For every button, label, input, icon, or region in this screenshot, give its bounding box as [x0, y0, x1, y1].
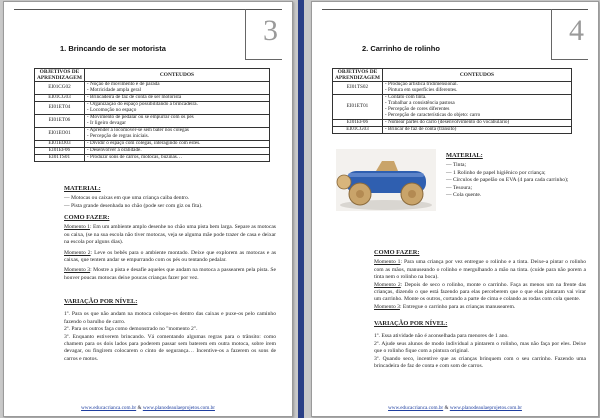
objective-code: EI01CG03 [333, 127, 383, 134]
content-line: - Dividir o espaço com colegas, interagindo com estes. [86, 140, 201, 147]
table-row [35, 128, 270, 141]
table-header-contents: CONTEUDOS [84, 69, 269, 82]
objective-code: EI01EF06 [35, 148, 85, 155]
variacao-item: 3º. Enquanto estiverem brincando. Vá comentando algumas regras para o trânsito: como chamem para os dois lados para poderem passar sem baterem em outra motoca, sobre irem devagar, ou fingirem colocarem o cinto de segurança… Incentive-os a fazerem os sons de carros e motos. [64, 333, 276, 362]
step-text: : Em um ambiente amplo desenhe no chão uma pista bem larga. Separe as motocas ou caixa, (se na sua escola não tiver motocas, veja se alguma mãe pode trazer de casa e deixar na escola por alguns dias). [64, 224, 276, 246]
content-line: - Contato com tinta. [384, 94, 427, 101]
toilet-roll-car-image [336, 149, 436, 211]
table-header-objectives: OBJETIVOS DE APRENDIZAGEM [35, 69, 85, 82]
material-item: — Tinta; [446, 162, 467, 169]
table-row [333, 82, 572, 95]
footer-link-educacrianca[interactable]: www.educacrianca.com.br [81, 405, 137, 411]
objective-code: EI01TS01 [35, 155, 85, 162]
como-fazer-heading: COMO FAZER: [374, 249, 420, 256]
content-line: - Produção artística tridimensional. [384, 81, 458, 88]
variacao-item: 2º. Ajude seus alunos de modo individual a pintarem o rolinho, mas não faça por eles. Deixe que o rolinho fique com a pintura original. [374, 340, 586, 355]
step-paragraph [64, 224, 276, 246]
objective-code: EI01CG02 [35, 82, 85, 95]
material-item: — Cola quente. [446, 191, 482, 198]
content-line: - Desenvolver a oralidade. [86, 147, 142, 154]
content-line: - Locomoção no espaço [86, 107, 137, 114]
step-label: Momento 1 [64, 224, 90, 231]
como-fazer-section [374, 249, 586, 311]
step-text: : Entregue o carrinho para as crianças manusearem. [399, 303, 516, 310]
content-line: - Aprender a locomover-se sem bater nos colegas [86, 127, 189, 134]
wheel-side [337, 175, 351, 189]
step-label: Momento 3 [374, 303, 400, 310]
variacao-item: 2º. Para os outros faça como demonstrado no "momento 2". [64, 326, 198, 333]
content-line: - Produzir sons de carros, motocas, buzinas… [86, 154, 183, 161]
content-line: - Noção de movimento e de parada [86, 81, 160, 88]
activity-title: 2. Carrinho de rolinho [362, 44, 440, 53]
step-paragraph [374, 259, 586, 281]
objective-code: EI01CG03 [35, 95, 85, 102]
content-cell [382, 82, 571, 95]
content-line: - Percepção de cores diferentes [384, 106, 450, 113]
page-number: 3 [263, 14, 278, 47]
material-item: — Pista grande desenhada no chão (pode ser com giz ou fita). [64, 202, 203, 209]
table-row [35, 102, 270, 115]
footer-ampersand: & [137, 405, 142, 411]
content-line: - Brincadeira de faz de conta de ser motorista [86, 94, 182, 101]
top-rule [14, 9, 282, 10]
table-row [35, 155, 270, 162]
table-body [35, 82, 270, 162]
material-item: — 1 Rolinho de papel higiênico por criança; [446, 169, 546, 176]
content-line: - Nomear partes do carro (desenvolvimento do vocabulário) [384, 119, 510, 126]
content-line: - Percepção de características do objeto: carro [384, 112, 481, 119]
material-section [446, 152, 588, 199]
page-footer [312, 405, 598, 411]
document-page-3 [3, 1, 293, 417]
activity-title: 1. Brincando de ser motorista [60, 44, 166, 53]
content-cell [382, 95, 571, 120]
content-line: - Pintura em superfícies diferentes. [384, 87, 458, 94]
content-line: - Ir ligeiro devagar [86, 120, 126, 127]
variacao-section [64, 298, 276, 363]
page-footer [4, 405, 292, 411]
wheel-hub [356, 190, 364, 198]
material-heading: MATERIAL: [64, 185, 101, 192]
objectives-table [332, 68, 572, 134]
objective-code: EI01ET06 [35, 115, 85, 128]
table-row [35, 82, 270, 95]
table-row [333, 127, 572, 134]
content-line: - Trabalhar a consistência pastosa [384, 100, 455, 107]
objective-code: EI01EO03 [35, 141, 85, 148]
step-text: : Depois de seco o rolinho, monte o carrinho. Faça as menos um na frente das crianças, dizendo o que está fazendo para elas perceberem que o que elas pintaram vai virar um carrinho. Monte os outros, cortando a parte de cima e colando as rodas com cola quente. [374, 281, 586, 303]
content-line: - Motricidade ampla geral [86, 87, 141, 94]
como-fazer-heading: COMO FAZER: [64, 214, 110, 221]
wheel-hub [408, 190, 416, 198]
content-cell [84, 128, 269, 141]
car-photo [336, 149, 436, 211]
objective-code: EI01EF06 [333, 120, 383, 127]
objective-code: EI01EO01 [35, 128, 85, 141]
variacao-section [374, 320, 586, 370]
material-item: — Motocas ou caixas em que uma criança caiba dentro. [64, 195, 190, 202]
como-fazer-section [64, 214, 276, 282]
material-item: — Tesoura; [446, 184, 473, 191]
content-cell [84, 102, 269, 115]
material-heading: MATERIAL: [446, 152, 483, 159]
footer-ampersand: & [444, 405, 449, 411]
step-paragraph [64, 250, 276, 265]
variacao-heading: VARIAÇÃO POR NÍVEL: [64, 298, 138, 305]
document-page-4 [311, 1, 599, 417]
variacao-item: 3º. Quando seco, incentive que as crianças brinquem com o seu carrinho. Fazendo uma brincadeira de faz de conta e com som de carros. [374, 355, 586, 369]
objective-code: EI01ET01 [333, 95, 383, 120]
page-divider [295, 0, 307, 418]
table-header-contents: CONTEUDOS [382, 69, 571, 82]
variacao-item: 1º. Essa atividade não é aconselhada para menores de 1 ano. [374, 333, 509, 340]
variacao-heading: VARIAÇÃO POR NÍVEL: [374, 320, 448, 327]
content-cell [382, 127, 571, 134]
table-body [333, 82, 572, 134]
footer-link-planodeaula[interactable]: www.planodeaulaeprojetos.com.br [142, 405, 215, 411]
step-label: Momento 3 [64, 267, 91, 274]
top-rule [322, 9, 588, 10]
content-cell [84, 155, 269, 162]
objectives-table [34, 68, 270, 162]
content-line: - Organização do espaço possibilitando a brincadeira. [86, 101, 198, 108]
table-header-objectives: OBJETIVOS DE APRENDIZAGEM [333, 69, 383, 82]
content-cell [84, 82, 269, 95]
variacao-item: 1º. Para os que não andam na motoca coloque-os dentro das caixas e puxe-os pelo caminho fazendo o barulho de carro. [64, 311, 276, 325]
step-paragraph [374, 304, 586, 311]
table-row [35, 115, 270, 128]
step-text: : Leve os bebês para o ambiente montado. Deixe que explorem as motocas e as caixas, que tentem andar se empurrando com os pés ou tentando pedalar. [64, 249, 276, 263]
footer-link-educacrianca[interactable]: www.educacrianca.com.br [388, 405, 444, 411]
step-text: : Para uma criança por vez entregue o rolinho e a tinta. Deixe-a pintar o rolinho com as mãos, manuseando o rolinho e mergulhando a mão na tinta. (cuide para não porem a tinta nem o rolinho na boca). [374, 259, 587, 281]
material-section [64, 185, 264, 210]
page-number: 4 [569, 14, 584, 47]
footer-link-planodeaula[interactable]: www.planodeaulaeprojetos.com.br [449, 405, 522, 411]
content-line: - Percepção de regras iniciais. [86, 133, 149, 140]
objective-code: EI01TS02 [333, 82, 383, 95]
objective-code: EI01ET04 [35, 102, 85, 115]
content-line: - Brincar de faz de conta (trânsito) [384, 126, 457, 133]
table-row [333, 95, 572, 120]
step-paragraph [374, 282, 586, 304]
step-label: Momento 1 [374, 259, 401, 266]
content-cell [84, 115, 269, 128]
step-label: Momento 2 [64, 249, 91, 256]
content-line: - Movimento de pedalar ou se empurrar com os pés [86, 114, 194, 121]
car-highlight [348, 173, 424, 177]
step-label: Momento 2 [374, 281, 401, 288]
material-item: — Círculos de papelão ou EVA (4 para cada carrinho); [446, 177, 569, 184]
step-paragraph [64, 267, 276, 282]
step-text: : Mostre a pista e desafie aqueles que andam na motoca a passearem pela pista. Se houver poucas motocas deixe poucas crianças fazer por vez. [64, 267, 277, 281]
